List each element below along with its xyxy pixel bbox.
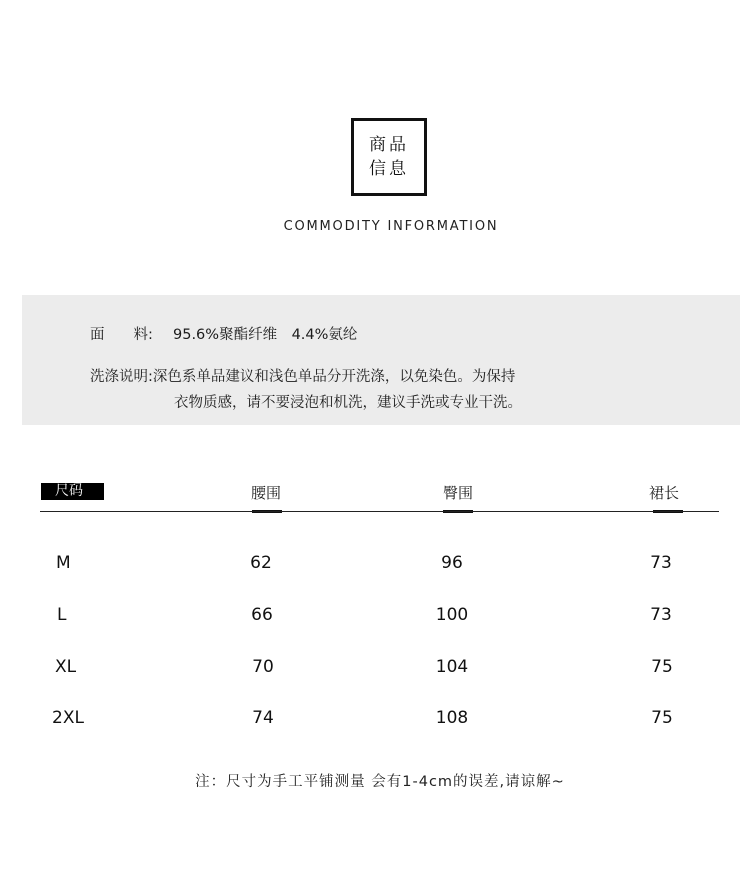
cell-size: 2XL xyxy=(52,708,84,728)
cell-size: M xyxy=(56,553,71,573)
header-size: 尺码 xyxy=(41,483,104,500)
cell-size: L xyxy=(57,605,67,625)
cell-hip: 104 xyxy=(435,657,469,677)
wash-line-2: 衣物质感，请不要浸泡和机洗，建议手洗或专业干洗。 xyxy=(174,395,522,411)
cell-waist: 62 xyxy=(250,553,272,573)
material-row xyxy=(90,323,357,344)
cell-length: 73 xyxy=(650,553,672,573)
cell-hip: 108 xyxy=(435,708,469,728)
header-rule xyxy=(40,511,719,512)
cell-hip: 100 xyxy=(435,605,469,625)
material-value: 95.6%聚酯纤维 4.4%氨纶 xyxy=(173,327,358,343)
title-line-1: 商品 xyxy=(369,135,409,155)
cell-length: 75 xyxy=(651,657,673,677)
footnote: 注：尺寸为手工平铺测量 会有1-4cm的误差,请谅解~ xyxy=(195,774,565,790)
header-waist: 腰围 xyxy=(251,484,282,502)
cell-hip: 96 xyxy=(441,553,463,573)
wash-line-1: 深色系单品建议和浅色单品分开洗涤，以免染色。为保持 xyxy=(152,369,516,385)
info-panel xyxy=(22,295,740,425)
title-box xyxy=(351,118,427,196)
header-length: 裙长 xyxy=(649,484,680,502)
cell-length: 75 xyxy=(651,708,673,728)
cell-waist: 70 xyxy=(252,657,274,677)
cell-waist: 74 xyxy=(252,708,274,728)
header-hip: 臀围 xyxy=(443,484,474,502)
subtitle: COMMODITY INFORMATION xyxy=(283,219,499,234)
wash-row xyxy=(90,365,515,386)
material-label: 面 料: xyxy=(90,327,153,343)
title-line-2: 信息 xyxy=(369,159,409,179)
cell-size: XL xyxy=(55,657,77,677)
cell-length: 73 xyxy=(650,605,672,625)
wash-label: 洗涤说明: xyxy=(90,369,153,385)
cell-waist: 66 xyxy=(251,605,273,625)
